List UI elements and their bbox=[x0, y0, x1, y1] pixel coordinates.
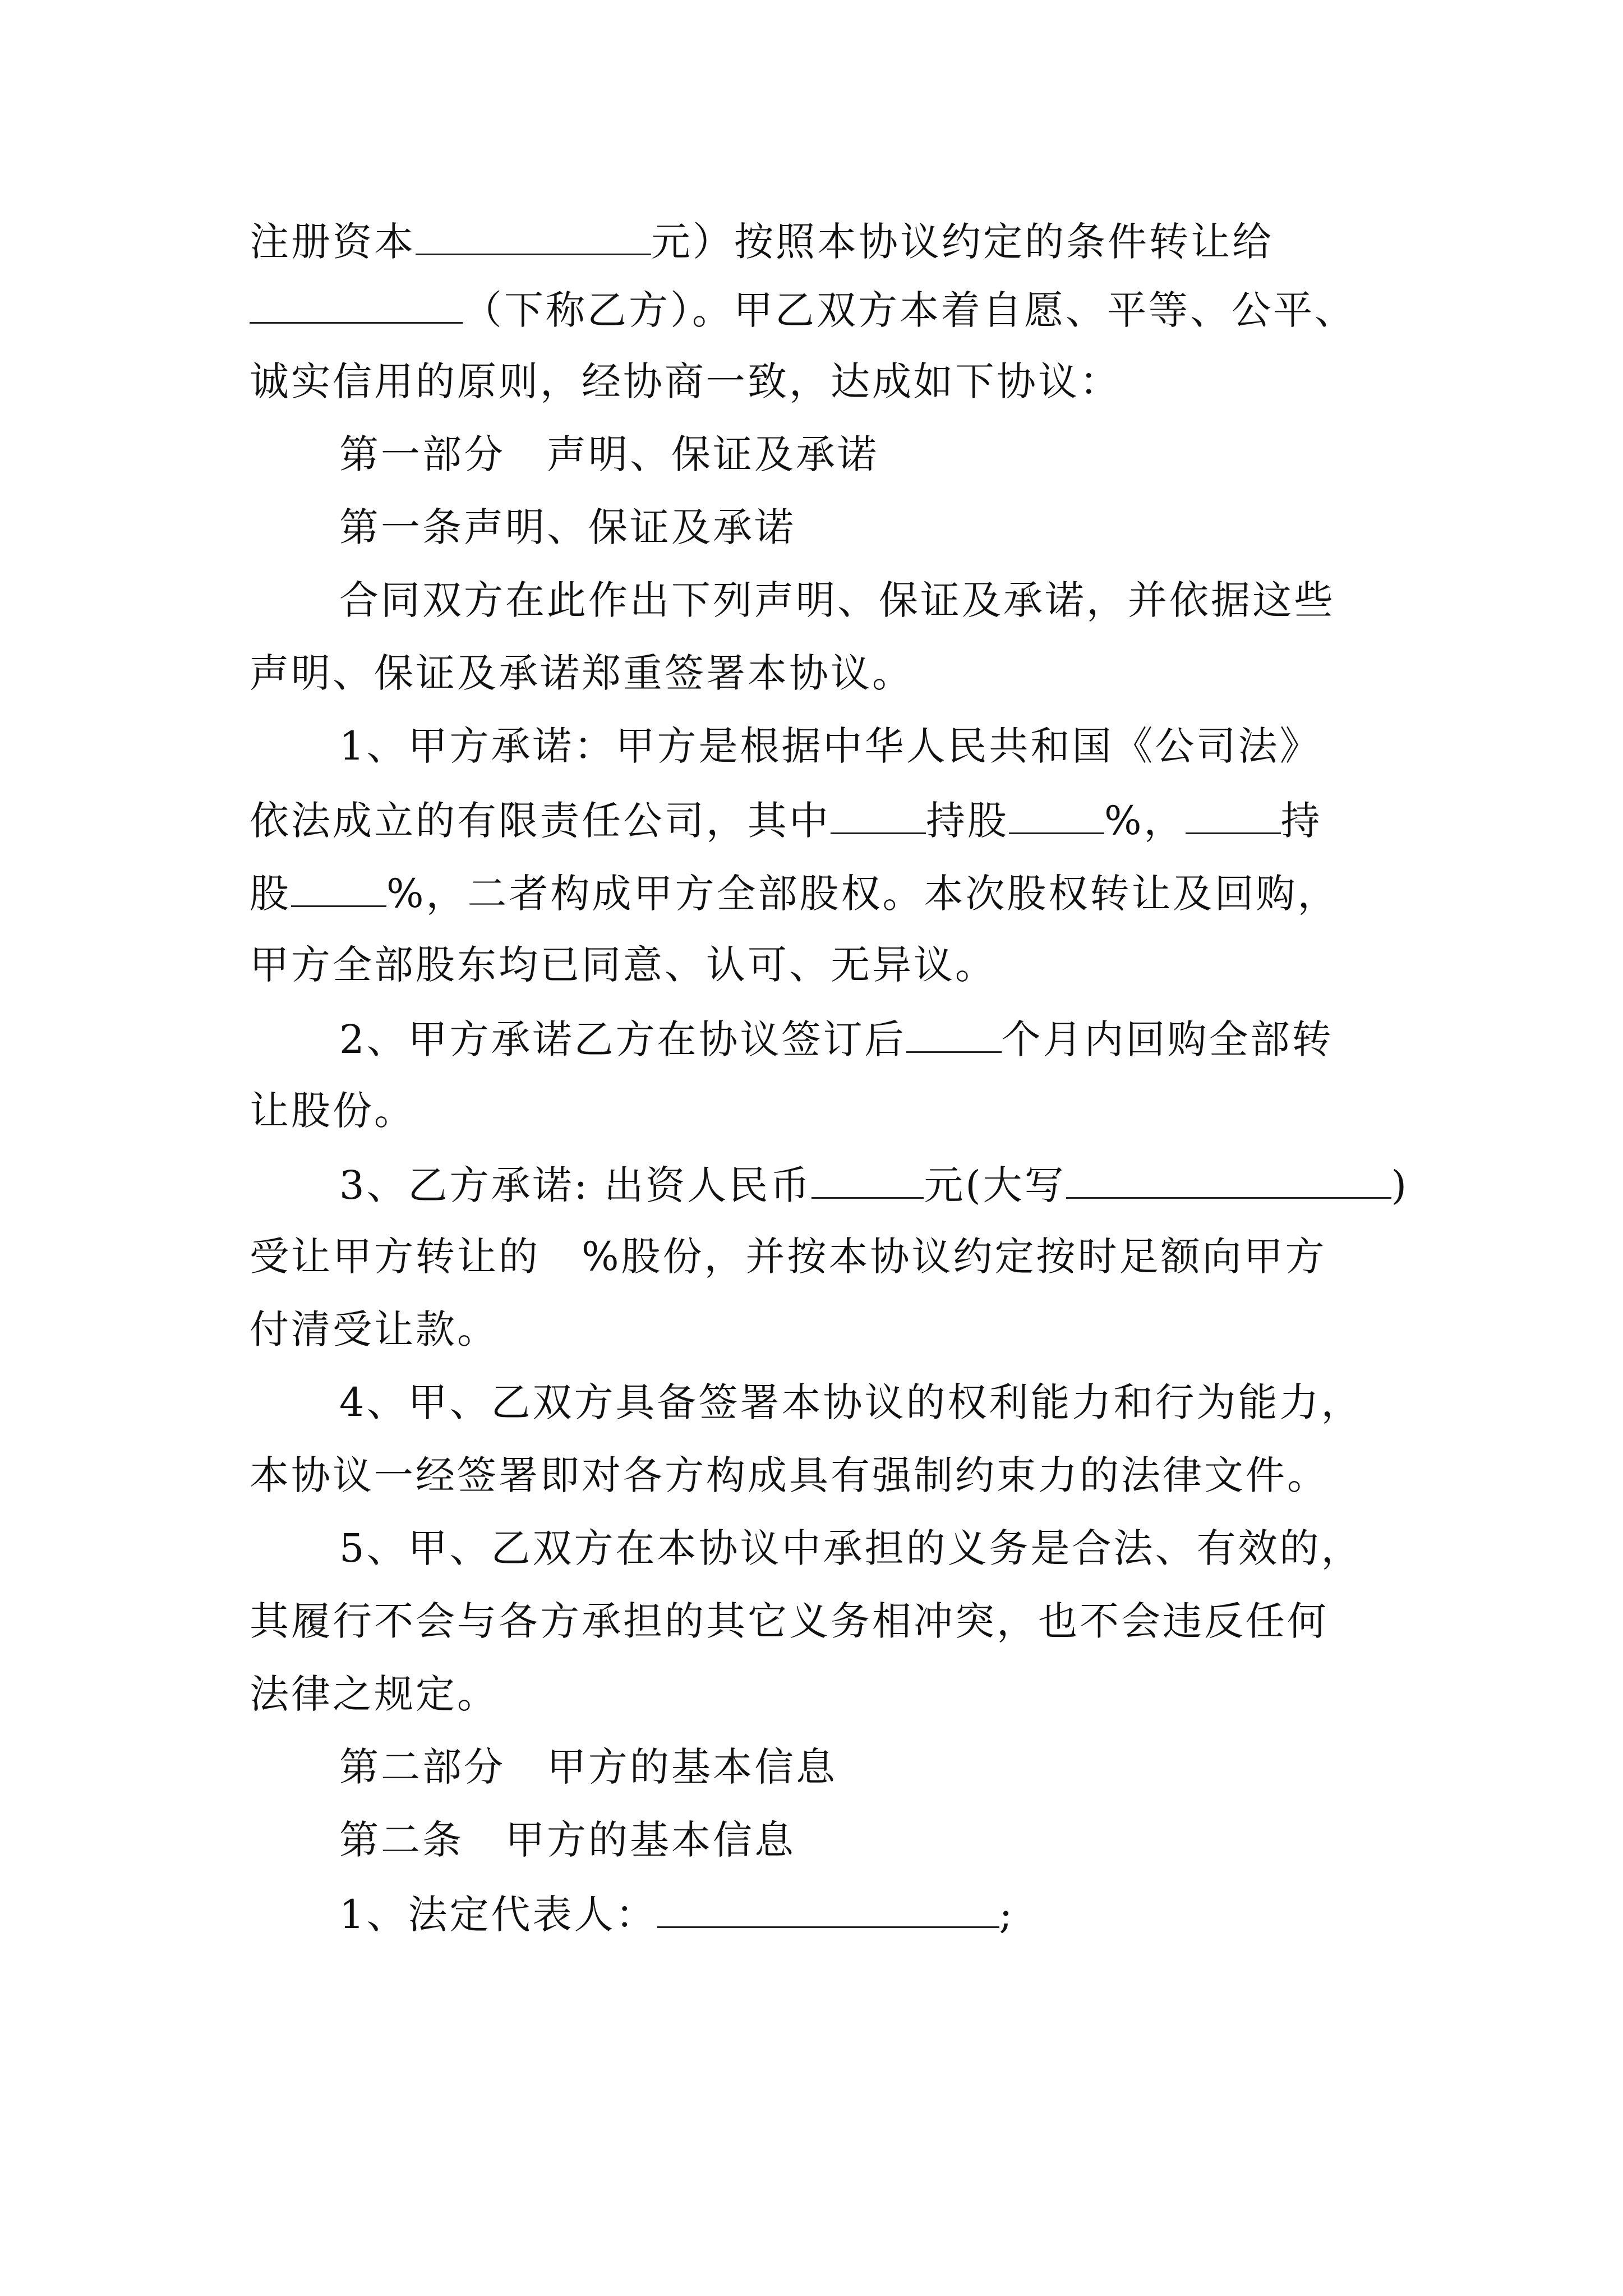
item-5-line bbox=[250, 1593, 1329, 1649]
line-principle bbox=[250, 353, 1121, 409]
line-registered-capital bbox=[250, 212, 1274, 270]
text: %，二者构成甲方全部股权。本次股权转让及回购， bbox=[386, 871, 1339, 917]
text: 注册资本 bbox=[250, 219, 416, 265]
item-5-line bbox=[339, 1520, 1363, 1576]
blank-field bbox=[831, 791, 926, 834]
blank-field bbox=[1186, 791, 1281, 834]
text: 1、甲方承诺：甲方是根据中华人民共和国《公司法》 bbox=[339, 723, 1321, 769]
text: 合同双方在此作出下列声明、保证及承诺，并依据这些 bbox=[339, 577, 1335, 623]
paragraph-line bbox=[339, 572, 1335, 628]
item-1-line bbox=[339, 718, 1321, 774]
item-3-line bbox=[250, 1228, 1327, 1285]
item-1-line bbox=[250, 791, 1322, 849]
line-transferee bbox=[250, 280, 1356, 338]
blank-field bbox=[291, 864, 386, 907]
text: 诚实信用的原则，经协商一致，达成如下协议： bbox=[250, 358, 1121, 404]
text: 元(大写 bbox=[924, 1162, 1066, 1208]
item-1-line bbox=[250, 937, 997, 993]
text: ) bbox=[1391, 1162, 1409, 1208]
blank-field bbox=[906, 1010, 1002, 1053]
text: 第二条 甲方的基本信息 bbox=[339, 1817, 796, 1863]
text: 第一条声明、保证及承诺 bbox=[339, 504, 796, 550]
text: 持 bbox=[1280, 798, 1322, 844]
item-1-line bbox=[250, 864, 1339, 922]
text: 1、法定代表人： bbox=[339, 1892, 657, 1938]
item-2-line bbox=[339, 1010, 1334, 1068]
article-one-heading bbox=[339, 499, 796, 555]
text: 3、乙方承诺: 出资人民币 bbox=[339, 1162, 812, 1208]
text: 受让甲方转让的 %股份，并按本协议约定按时足额向甲方 bbox=[250, 1234, 1327, 1280]
item-3-line bbox=[250, 1301, 499, 1358]
text: 依法成立的有限责任公司，其中 bbox=[250, 798, 831, 844]
text: ; bbox=[999, 1892, 1015, 1938]
item-4-line bbox=[339, 1374, 1363, 1430]
text: 第一部分 声明、保证及承诺 bbox=[339, 431, 879, 477]
text: 甲方全部股东均已同意、认可、无异议。 bbox=[250, 942, 997, 988]
text: （下称乙方）。甲乙双方本着自愿、平等、公平、 bbox=[463, 287, 1356, 333]
text: 付清受让款。 bbox=[250, 1306, 499, 1352]
part-two-heading bbox=[339, 1739, 837, 1795]
text: 股 bbox=[250, 871, 291, 917]
blank-field bbox=[1009, 791, 1104, 834]
blank-field bbox=[1066, 1156, 1391, 1199]
blank-field bbox=[250, 280, 463, 324]
paragraph-line bbox=[250, 645, 914, 701]
text: 4、甲、乙双方具备签署本协议的权利能力和行为能力， bbox=[339, 1379, 1363, 1425]
text: 本协议一经签署即对各方构成具有强制约束力的法律文件。 bbox=[250, 1452, 1329, 1498]
item-5-line bbox=[250, 1666, 499, 1722]
blank-field bbox=[811, 1156, 924, 1199]
text: %， bbox=[1104, 798, 1186, 844]
article-two-heading bbox=[339, 1812, 796, 1868]
part-one-heading bbox=[339, 426, 879, 482]
text: 个月内回购全部转 bbox=[1001, 1016, 1334, 1062]
text: 让股份。 bbox=[250, 1088, 416, 1134]
text: 持股 bbox=[926, 798, 1009, 844]
text: 声明、保证及承诺郑重签署本协议。 bbox=[250, 650, 914, 696]
blank-field bbox=[657, 1885, 999, 1928]
item-2-line bbox=[250, 1083, 416, 1139]
text: 元）按照本协议约定的条件转让给 bbox=[651, 219, 1274, 265]
text: 2、甲方承诺乙方在协议签订后 bbox=[339, 1016, 906, 1062]
legal-representative-line bbox=[339, 1885, 1015, 1943]
text: 第二部分 甲方的基本信息 bbox=[339, 1744, 837, 1790]
item-4-line bbox=[250, 1447, 1329, 1503]
text: 5、甲、乙双方在本协议中承担的义务是合法、有效的， bbox=[339, 1525, 1363, 1571]
item-3-line bbox=[339, 1156, 1409, 1213]
text: 法律之规定。 bbox=[250, 1671, 499, 1717]
blank-field bbox=[416, 212, 651, 255]
text: 其履行不会与各方承担的其它义务相冲突，也不会违反任何 bbox=[250, 1598, 1329, 1644]
